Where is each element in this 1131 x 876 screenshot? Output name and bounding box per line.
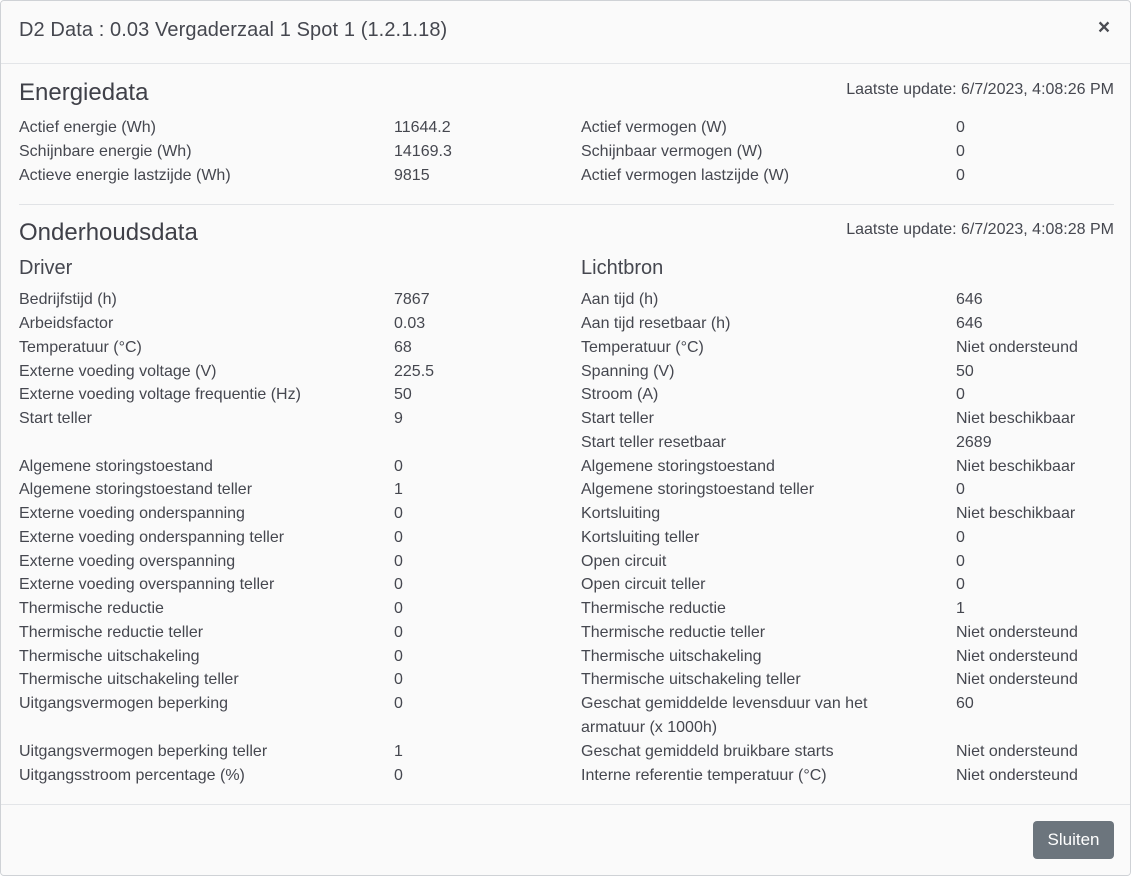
row-label: Temperatuur (°C) (581, 339, 704, 356)
row-value: 225.5 (394, 363, 435, 380)
row-label: Actief vermogen lastzijde (W) (581, 167, 790, 184)
data-row (19, 288, 559, 312)
data-row (581, 336, 1121, 360)
row-label: Externe voeding overspanning teller (19, 576, 275, 593)
row-value: 50 (956, 363, 974, 380)
data-row (19, 360, 559, 384)
data-row (581, 383, 1121, 407)
row-value: Niet ondersteund (956, 743, 1078, 760)
row-label: Aan tijd (h) (581, 291, 659, 308)
data-row (581, 288, 1121, 312)
row-value: 1 (394, 481, 403, 498)
row-label: Spanning (V) (581, 363, 675, 380)
row-value: 0 (394, 648, 403, 665)
energy-section-title: Energiedata (19, 79, 149, 106)
row-value: Niet ondersteund (956, 624, 1078, 641)
row-label: Externe voeding overspanning (19, 553, 236, 570)
row-value: Niet ondersteund (956, 671, 1078, 688)
row-label: Thermische uitschakeling (19, 648, 200, 665)
row-label: Bedrijfstijd (h) (19, 291, 117, 308)
row-value: 0 (394, 624, 403, 641)
row-value: 0 (394, 767, 403, 784)
data-row (581, 645, 1121, 669)
dialog-footer (1, 804, 1131, 876)
data-row (19, 526, 559, 550)
row-label: Actief vermogen (W) (581, 119, 727, 136)
data-row (581, 597, 1121, 621)
row-label: Algemene storingstoestand (581, 458, 775, 475)
data-row (19, 455, 559, 479)
dialog-header (1, 1, 1130, 64)
row-value: 0 (956, 167, 965, 184)
driver-subtitle: Driver (19, 257, 73, 279)
row-value: Niet beschikbaar (956, 505, 1076, 522)
row-label: Actieve energie lastzijde (Wh) (19, 167, 231, 184)
row-value: 0 (956, 529, 965, 546)
row-value: Niet ondersteund (956, 339, 1078, 356)
row-label: Algemene storingstoestand teller (19, 481, 253, 498)
data-row (581, 478, 1121, 502)
section-divider (19, 204, 1114, 205)
maintenance-last-update: Laatste update: 6/7/2023, 4:08:28 PM (846, 221, 1114, 238)
data-row (581, 550, 1121, 574)
data-row (19, 645, 559, 669)
row-value: 0 (394, 458, 403, 475)
row-label: Uitgangsstroom percentage (%) (19, 767, 245, 784)
row-value: Niet beschikbaar (956, 458, 1076, 475)
row-value: 60 (956, 695, 974, 712)
row-label: Externe voeding onderspanning (19, 505, 245, 522)
row-value: 14169.3 (394, 143, 452, 160)
data-row (19, 621, 559, 645)
row-value: 9 (394, 410, 403, 427)
row-value: 646 (956, 315, 983, 332)
energy-last-update: Laatste update: 6/7/2023, 4:08:26 PM (846, 81, 1114, 98)
data-row (19, 116, 559, 140)
close-button[interactable]: Sluiten (1033, 821, 1114, 859)
row-value: Niet beschikbaar (956, 410, 1076, 427)
row-value: 11644.2 (394, 119, 451, 136)
row-label: Thermische uitschakeling teller (581, 671, 801, 688)
row-label: Open circuit teller (581, 576, 706, 593)
data-row (581, 116, 1121, 140)
data-row (19, 550, 559, 574)
row-value: 0 (394, 576, 403, 593)
data-row (581, 502, 1121, 526)
row-value: 0 (956, 119, 965, 136)
row-label: Thermische uitschakeling (581, 648, 762, 665)
data-row (581, 621, 1121, 645)
data-row (581, 431, 1121, 455)
row-label: Aan tijd resetbaar (h) (581, 315, 731, 332)
row-value: 0 (956, 576, 965, 593)
row-value: Niet ondersteund (956, 767, 1078, 784)
row-label: Thermische reductie teller (19, 624, 204, 641)
maintenance-section-title: Onderhoudsdata (19, 219, 198, 246)
row-value: 0 (394, 671, 403, 688)
row-label: Temperatuur (°C) (19, 339, 142, 356)
row-label: Geschat gemiddelde levensduur van het armatuur (x 1000h) (581, 695, 868, 736)
row-value: 50 (394, 386, 412, 403)
data-row (19, 164, 559, 188)
data-row (19, 764, 559, 788)
data-row (581, 407, 1121, 431)
row-value: 0 (394, 600, 403, 617)
data-row (19, 407, 559, 431)
data-row (581, 164, 1121, 188)
row-label: Kortsluiting (581, 505, 661, 522)
close-icon[interactable]: × (1097, 16, 1111, 39)
data-row (19, 502, 559, 526)
row-label: Thermische reductie (19, 600, 164, 617)
row-label: Geschat gemiddeld bruikbare starts (581, 743, 834, 760)
data-row (581, 573, 1121, 597)
row-value: Niet ondersteund (956, 648, 1078, 665)
row-label: Externe voeding voltage (V) (19, 363, 217, 380)
row-label: Externe voeding voltage frequentie (Hz) (19, 386, 301, 403)
row-label: Interne referentie temperatuur (°C) (581, 767, 827, 784)
row-value: 0 (956, 386, 965, 403)
row-label: Thermische reductie (581, 600, 726, 617)
data-row (581, 312, 1121, 336)
row-label: Uitgangsvermogen beperking (19, 695, 229, 712)
row-label: Thermische reductie teller (581, 624, 766, 641)
data-row (581, 526, 1121, 550)
data-row (19, 692, 559, 716)
row-label: Start teller resetbaar (581, 434, 726, 451)
data-row (19, 383, 559, 407)
row-label: Schijnbare energie (Wh) (19, 143, 192, 160)
row-value: 1 (394, 743, 403, 760)
data-row (581, 455, 1121, 479)
data-row (19, 140, 559, 164)
row-value: 646 (956, 291, 983, 308)
data-row (19, 740, 559, 764)
data-row (19, 573, 559, 597)
lightsource-subtitle: Lichtbron (581, 257, 664, 279)
row-value: 0 (956, 143, 965, 160)
row-label: Algemene storingstoestand teller (581, 481, 815, 498)
row-value: 7867 (394, 291, 430, 308)
data-row (581, 668, 1121, 692)
data-row (581, 692, 1121, 736)
row-label: Algemene storingstoestand (19, 458, 213, 475)
row-label: Actief energie (Wh) (19, 119, 156, 136)
row-label: Start teller (581, 410, 654, 427)
data-row (19, 668, 559, 692)
row-label: Arbeidsfactor (19, 315, 114, 332)
data-row (581, 764, 1121, 788)
row-value: 68 (394, 339, 412, 356)
row-label: Kortsluiting teller (581, 529, 700, 546)
row-value: 9815 (394, 167, 430, 184)
data-row (19, 597, 559, 621)
data-row (19, 478, 559, 502)
row-value: 1 (956, 600, 965, 617)
row-label: Thermische uitschakeling teller (19, 671, 239, 688)
data-row (581, 360, 1121, 384)
row-value: 0 (956, 553, 965, 570)
row-label: Externe voeding onderspanning teller (19, 529, 285, 546)
row-label: Open circuit (581, 553, 667, 570)
row-value: 2689 (956, 434, 992, 451)
row-value: 0 (394, 695, 403, 712)
row-label: Schijnbaar vermogen (W) (581, 143, 763, 160)
data-row (581, 140, 1121, 164)
data-row (581, 740, 1121, 764)
row-label: Start teller (19, 410, 92, 427)
row-label: Stroom (A) (581, 386, 659, 403)
row-value: 0 (394, 553, 403, 570)
row-label: Uitgangsvermogen beperking teller (19, 743, 268, 760)
data-row (19, 336, 559, 360)
dialog-title: D2 Data : 0.03 Vergaderzaal 1 Spot 1 (1.2.1.18) (19, 19, 448, 41)
row-value: 0 (394, 529, 403, 546)
data-row (19, 312, 559, 336)
row-value: 0 (956, 481, 965, 498)
row-value: 0.03 (394, 315, 426, 332)
dialog-body (1, 65, 1131, 804)
row-value: 0 (394, 505, 403, 522)
